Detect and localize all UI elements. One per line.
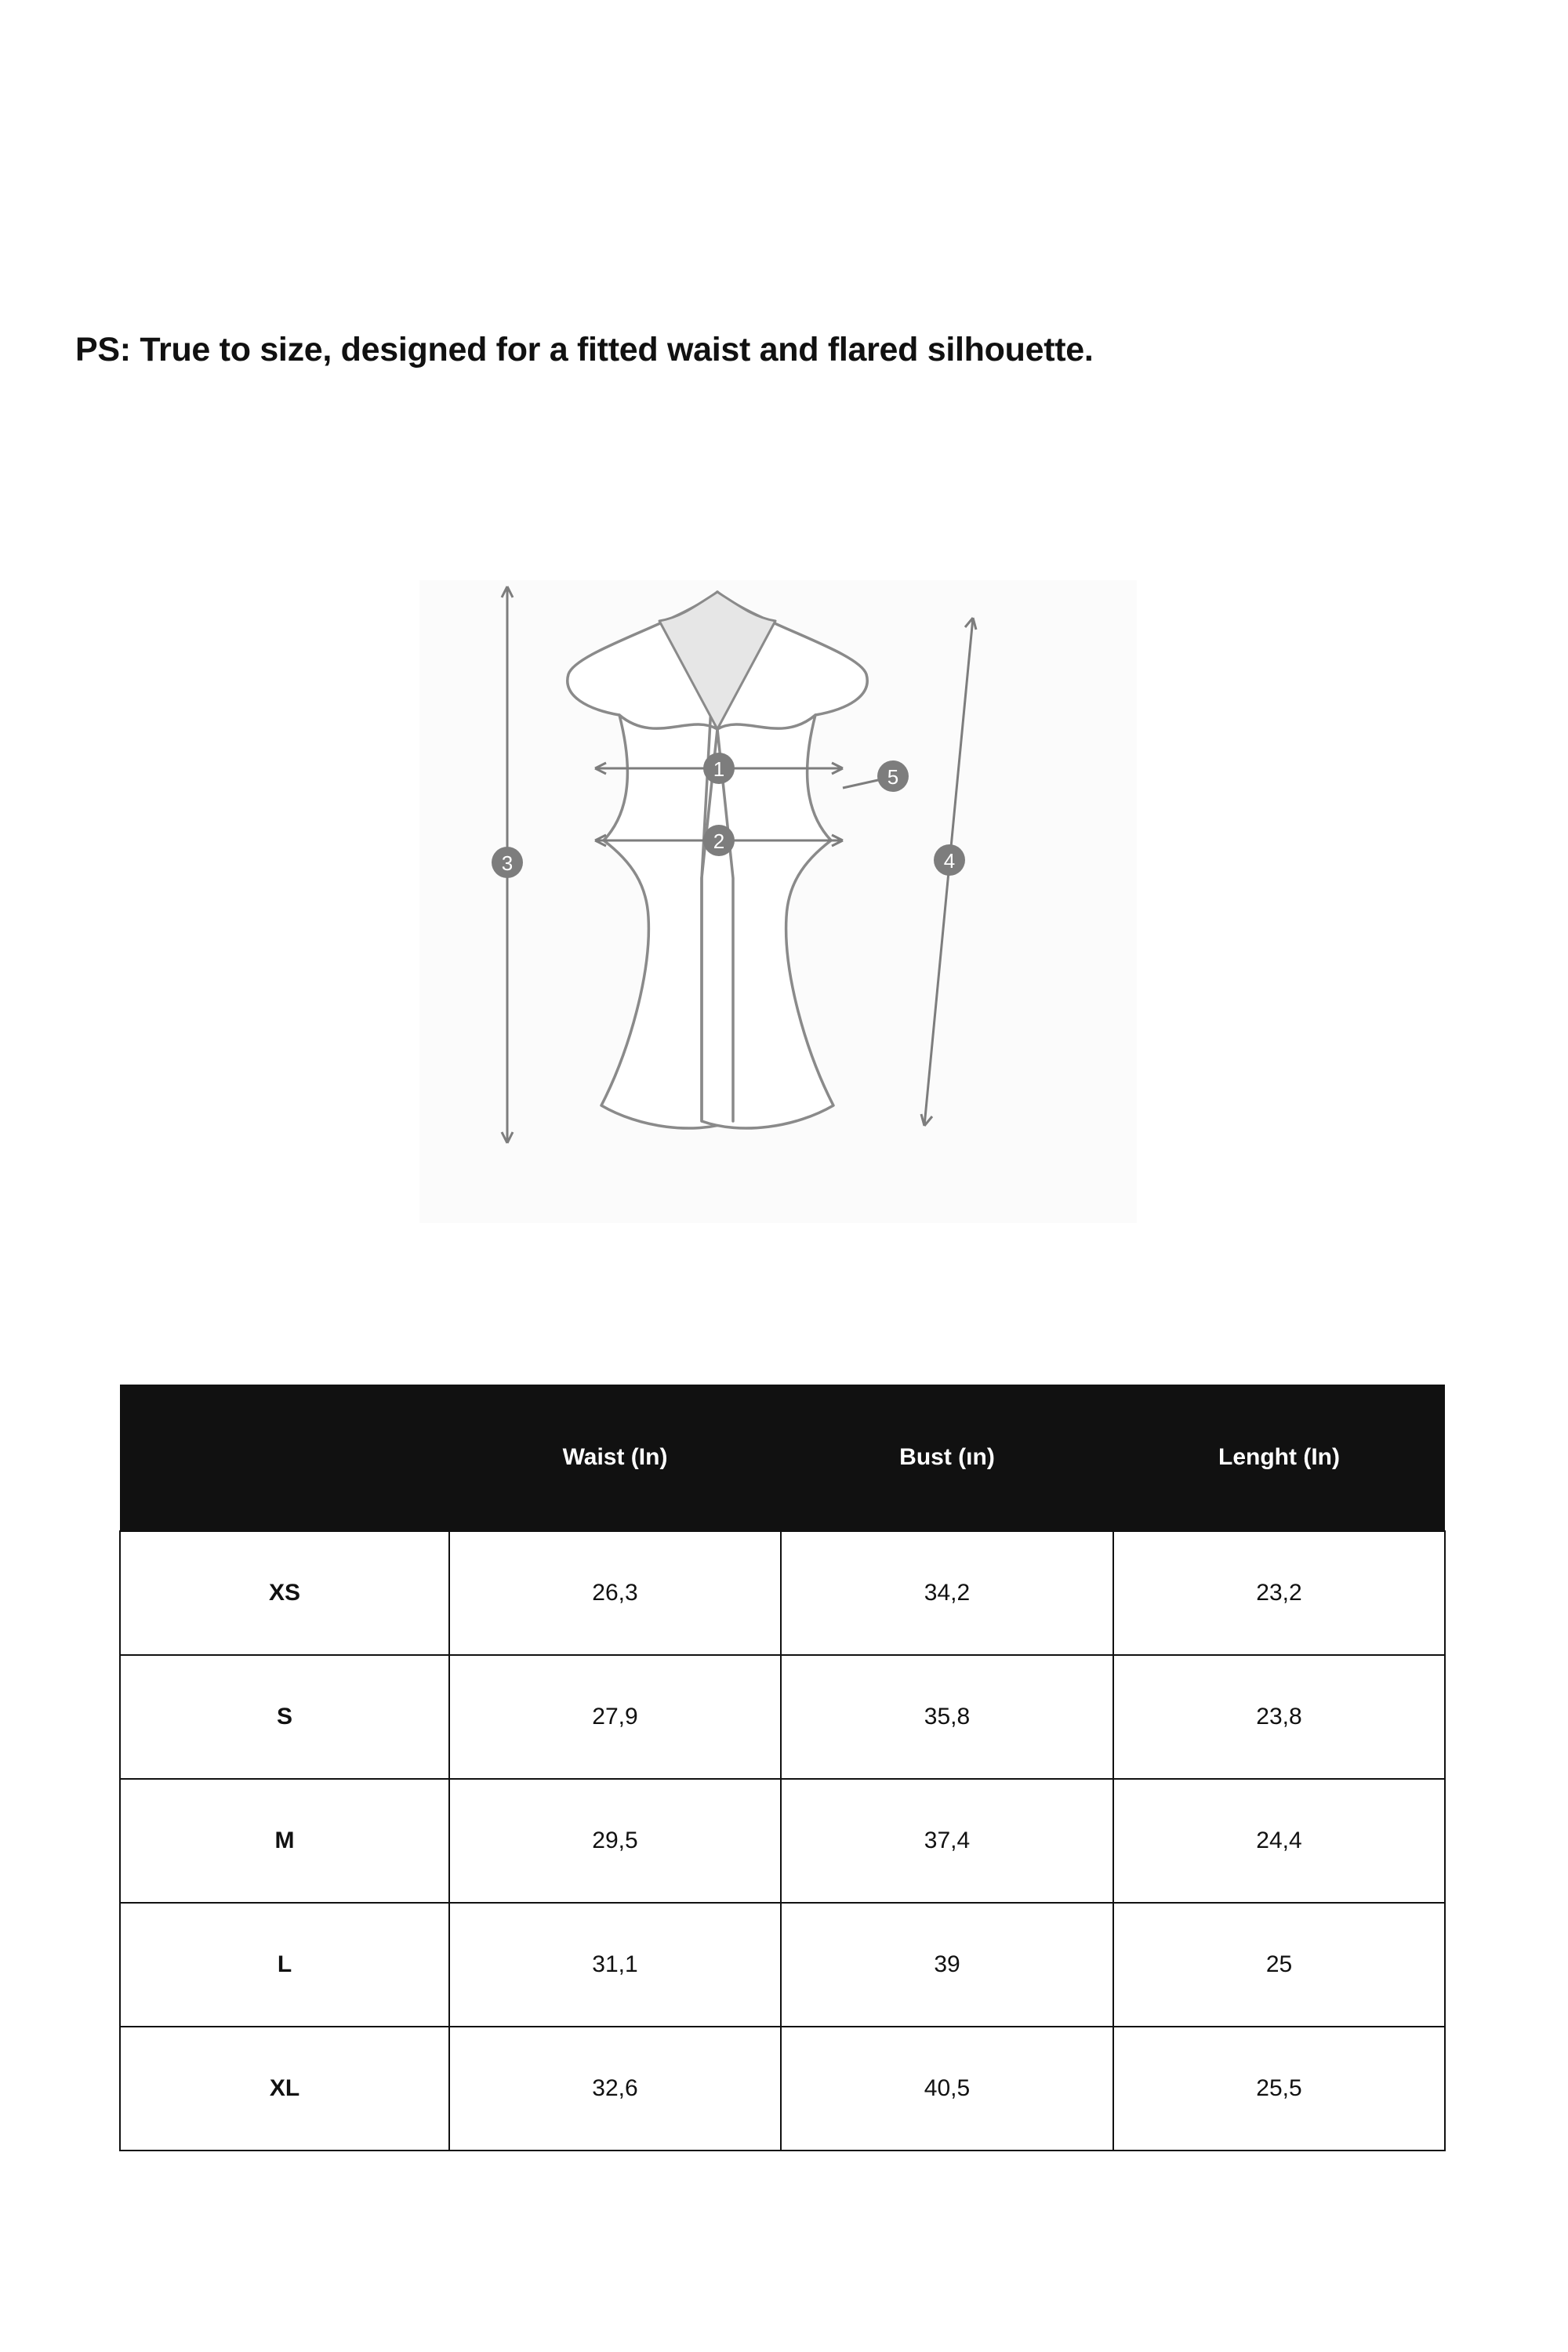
cell-waist: 26,3 bbox=[449, 1531, 781, 1655]
column-header-size bbox=[120, 1385, 449, 1531]
cell-size: M bbox=[120, 1779, 449, 1903]
callout-label-2: 2 bbox=[713, 829, 725, 853]
table-row bbox=[120, 2027, 1445, 2151]
cell-length: 24,4 bbox=[1113, 1779, 1445, 1903]
cell-waist: 31,1 bbox=[449, 1903, 781, 2027]
column-header-waist: Waist (In) bbox=[449, 1385, 781, 1531]
cell-size: S bbox=[120, 1655, 449, 1779]
fit-note: PS: True to size, designed for a fitted waist and flared silhouette. bbox=[75, 331, 1094, 368]
size-chart-body bbox=[120, 1531, 1445, 2151]
callout-label-1: 1 bbox=[713, 757, 725, 781]
cell-bust: 34,2 bbox=[781, 1531, 1113, 1655]
cell-length: 23,8 bbox=[1113, 1655, 1445, 1779]
garment-measurement-diagram bbox=[419, 549, 1137, 1223]
size-chart-head bbox=[120, 1385, 1445, 1531]
cell-bust: 35,8 bbox=[781, 1655, 1113, 1779]
cell-length: 23,2 bbox=[1113, 1531, 1445, 1655]
callout-label-5: 5 bbox=[887, 765, 899, 789]
cell-waist: 27,9 bbox=[449, 1655, 781, 1779]
table-row bbox=[120, 1655, 1445, 1779]
cell-size: L bbox=[120, 1903, 449, 2027]
table-row bbox=[120, 1531, 1445, 1655]
cell-bust: 40,5 bbox=[781, 2027, 1113, 2151]
cell-waist: 32,6 bbox=[449, 2027, 781, 2151]
table-row bbox=[120, 1903, 1445, 2027]
size-chart-table bbox=[119, 1385, 1446, 2151]
cell-size: XS bbox=[120, 1531, 449, 1655]
callout-label-3: 3 bbox=[501, 851, 514, 875]
column-header-length: Lenght (In) bbox=[1113, 1385, 1445, 1531]
table-row bbox=[120, 1779, 1445, 1903]
cell-length: 25,5 bbox=[1113, 2027, 1445, 2151]
column-header-bust: Bust (ın) bbox=[781, 1385, 1113, 1531]
callout-label-4: 4 bbox=[943, 849, 956, 873]
cell-size: XL bbox=[120, 2027, 449, 2151]
cell-bust: 37,4 bbox=[781, 1779, 1113, 1903]
cell-bust: 39 bbox=[781, 1903, 1113, 2027]
table-header-row bbox=[120, 1385, 1445, 1531]
cell-length: 25 bbox=[1113, 1903, 1445, 2027]
cell-waist: 29,5 bbox=[449, 1779, 781, 1903]
